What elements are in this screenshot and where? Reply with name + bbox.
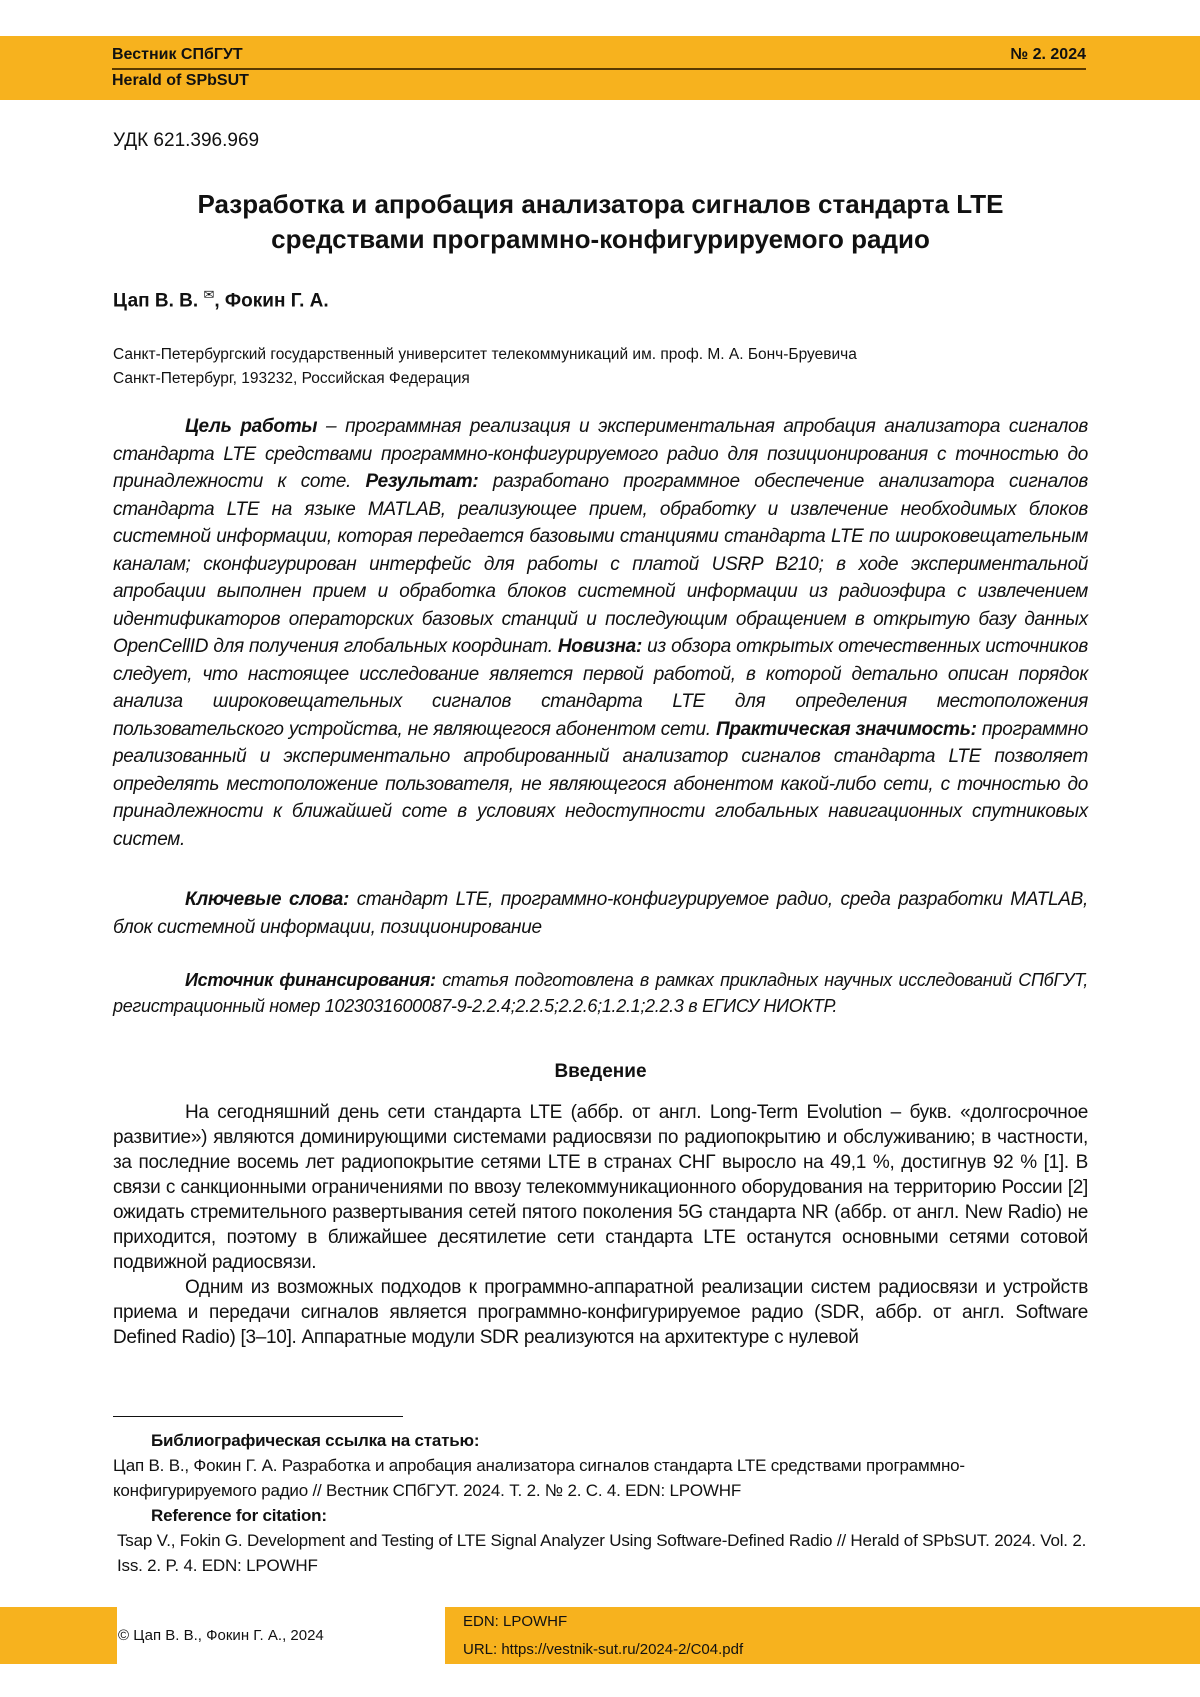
abstract <box>113 413 1088 853</box>
abstract-text: разработано программное обеспечение анализатора сигналов стандарта LTE на языке MATLAB, реализующее прием, обработку и извлечение необходимых блоков системной информации, которая передается базовыми станциями стандарта LTE по широковещательным каналам; сконфигурирован интерфейс для работы с платой USRP B210; в ходе экспериментальной апробации выполнен прием и обработка блоков системной информации из радиоэфира с извлечением идентификаторов операторских базовых станций и последующим обращением в открытую базу данных OpenCellID для получения глобальных координат. <box>113 471 1088 657</box>
paragraph: Одним из возможных подходов к программно-аппаратной реализации систем радиосвязи и устройств приема и передачи сигналов является программно-конфигурируемое радио (SDR, аббр. от англ. Software Defined Radio) [3–10]. Аппаратные модули SDR реализуются на архитектуре с нулевой <box>113 1275 1088 1350</box>
author-1: Цап В. В. <box>113 290 198 311</box>
author-2: , Фокин Г. А. <box>214 290 328 311</box>
keywords <box>113 886 1088 941</box>
header-divider <box>112 68 1086 70</box>
title-line: средствами программно-конфигурируемого радио <box>113 222 1088 257</box>
funding <box>113 967 1088 1019</box>
journal-name-en: Herald of SPbSUT <box>112 72 249 90</box>
affiliation <box>113 343 857 391</box>
journal-name-ru: Вестник СПбГУТ <box>112 46 243 64</box>
article-title <box>113 187 1088 257</box>
abstract-label: Практическая значимость: <box>716 719 977 740</box>
citation-block <box>113 1428 1088 1578</box>
citation-text-ru: Цап В. В., Фокин Г. А. Разработка и апробация анализатора сигналов стандарта LTE средствами программно-конфигурируемого радио // Вестник СПбГУТ. 2024. Т. 2. № 2. С. 4. EDN: LPOWHF <box>113 1453 1088 1503</box>
edn-code: EDN: LPOWHF <box>463 1613 567 1630</box>
affiliation-line: Санкт-Петербургский государственный университет телекоммуникаций им. проф. М. А. Бонч-Бруевича <box>113 343 857 367</box>
mail-icon[interactable]: ✉ <box>203 287 214 302</box>
title-line: Разработка и апробация анализатора сигналов стандарта LTE <box>113 187 1088 222</box>
section-heading: Введение <box>113 1061 1088 1083</box>
abstract-text: – программная реализация и экспериментальная апробация анализатора сигналов стандарта LTE средствами программно-конфигурируемого радио для позиционирования с точностью до принадлежности к соте. <box>113 416 1088 492</box>
keywords-label: Ключевые слова: <box>185 889 349 910</box>
keywords-text: стандарт LTE, программно-конфигурируемое радио, среда разработки MATLAB, блок системной информации, позиционирование <box>113 889 1088 938</box>
paragraph: На сегодняшний день сети стандарта LTE (аббр. от англ. Long-Term Evolution – букв. «долгосрочное развитие») являются доминирующими системами радиосвязи по радиопокрытию и обслуживанию; в частности, за последние восемь лет радиопокрытие сетями LTE в странах СНГ выросло на 49,1 %, достигнув 92 % [1]. В связи с санкционными ограничениями по ввозу телекоммуникационного оборудования на территорию России [2] ожидать стремительного развертывания сетей пятого поколения 5G стандарта NR (аббр. от англ. New Radio) не приходится, поэтому в ближайшее десятилетие сети стандарта LTE останутся основными сетями сотовой подвижной радиосвязи. <box>113 1100 1088 1275</box>
issue-number: № 2. 2024 <box>1010 46 1086 64</box>
udk-code: УДК 621.396.969 <box>113 130 259 152</box>
article-url-link[interactable]: URL: https://vestnik-sut.ru/2024-2/C04.pdf <box>463 1641 743 1658</box>
journal-header <box>0 36 1200 100</box>
citation-heading-ru: Библиографическая ссылка на статью: <box>113 1428 1088 1453</box>
abstract-label: Цель работы <box>185 416 317 437</box>
authors <box>113 287 329 312</box>
intro-body <box>113 1100 1088 1350</box>
document-page <box>0 0 1200 1697</box>
abstract-text: из обзора открытых отечественных источников следует, что настоящее исследование является первой работой, в которой детально описан порядок анализа широковещательных сигналов стандарта LTE для определения местоположения пользовательского устройства, не являющегося абонентом сети. <box>113 636 1088 740</box>
funding-label: Источник финансирования: <box>185 970 436 990</box>
copyright: © Цап В. В., Фокин Г. А., 2024 <box>118 1627 324 1644</box>
citation-heading-en: Reference for citation: <box>113 1503 1088 1528</box>
footer-band-left <box>0 1607 117 1664</box>
affiliation-line: Санкт-Петербург, 193232, Российская Федерация <box>113 367 857 391</box>
abstract-label: Новизна: <box>558 636 642 657</box>
abstract-text: программно реализованный и экспериментально апробированный анализатор сигналов стандарта LTE позволяет определять местоположение пользователя, не являющегося абонентом какой-либо сети, с точностью до принадлежности к ближайшей соте в условиях недоступности глобальных навигационных спутниковых систем. <box>113 719 1088 850</box>
abstract-label: Результат: <box>366 471 479 492</box>
footnote-divider <box>113 1416 403 1417</box>
funding-text: статья подготовлена в рамках прикладных научных исследований СПбГУТ, регистрационный номер 1023031600087-9-2.2.4;2.2.5;2.2.6;1.2.1;2.2.3 в ЕГИСУ НИОКТР. <box>113 970 1088 1016</box>
citation-text-en: Tsap V., Fokin G. Development and Testing of LTE Signal Analyzer Using Software-Defined Radio // Herald of SPbSUT. 2024. Vol. 2. Iss. 2. P. 4. EDN: LPOWHF <box>113 1528 1088 1578</box>
